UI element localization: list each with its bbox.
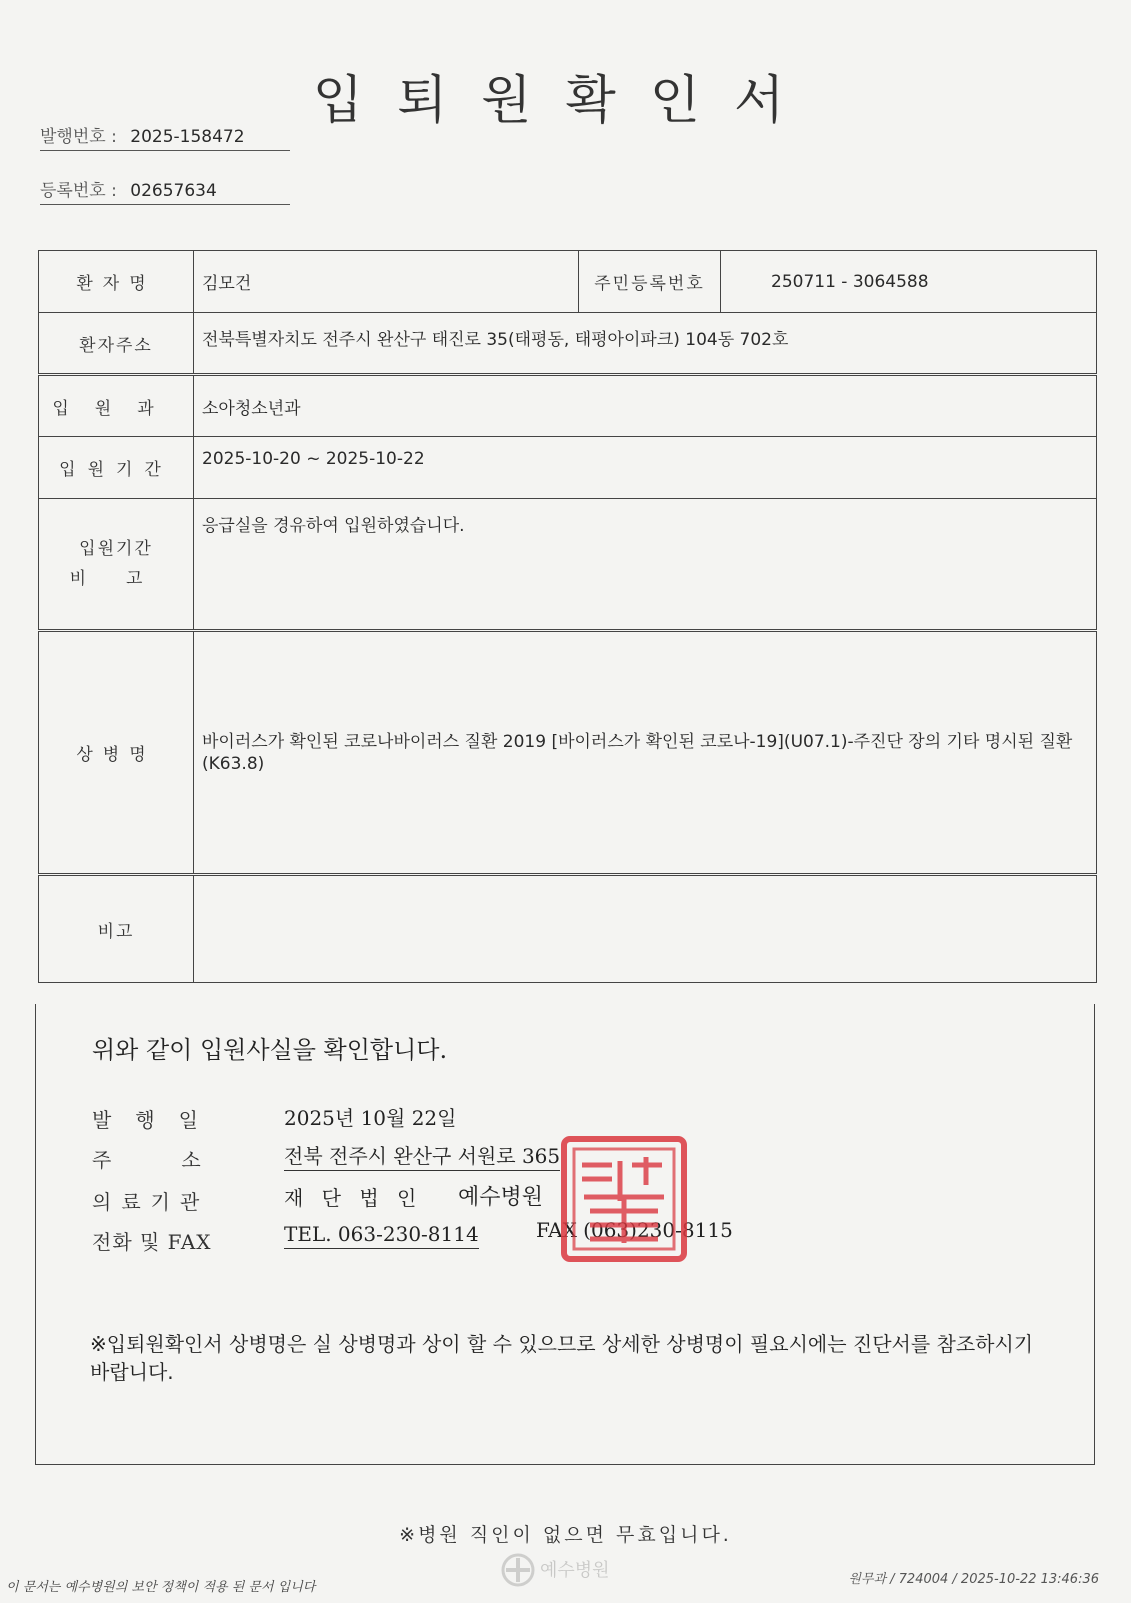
issue-date-value: 2025년 10월 22일 [284,1106,457,1130]
diagnosis-value: 바이러스가 확인된 코로나바이러스 질환 2019 [바이러스가 확인된 코로나-19](U07.1)-주진단 장의 기타 명시된 질환(K63.8) [194,631,1097,875]
department-value: 소아청소년과 [194,375,1097,437]
department-label: 입원과 [39,375,194,437]
patient-address-label: 환자주소 [39,313,194,375]
patient-name-label: 환자명 [39,251,194,313]
patient-address-value: 전북특별자치도 전주시 완산구 태진로 35(태평동, 태평아이파크) 104동 702호 [194,313,1097,375]
seal-required-notice: ※병원 직인이 없으면 무효입니다. [399,1524,732,1546]
period-remark-label [39,499,194,631]
note-label: 비고 [39,875,194,983]
period-remark-label-line2: 비고 [69,569,183,589]
note-value [194,875,1097,983]
admission-period-label: 입원기간 [39,437,194,499]
diagnosis-notice: ※입퇴원확인서 상병명은 실 상병명과 상이 할 수 있으므로 상세한 상병명이 필요시에는 진단서를 참조하시기 바랍니다. [90,1332,1034,1384]
watermark-text: 예수병원 [540,1560,610,1581]
cross-logo-icon [500,1552,536,1588]
tel-value: TEL. 063-230-8114 [284,1222,479,1249]
patient-name-value: 김모건 [194,251,579,313]
institution-type: 재 단 법 인 [284,1186,423,1210]
diagnosis-label: 상병명 [39,631,194,875]
registration-number-value: 02657634 [130,181,217,201]
issue-number-label: 발행번호 [40,127,106,147]
hospital-logo-watermark [500,1548,630,1592]
hospital-address-label: 주소 [92,1148,271,1172]
phone-fax-label: 전화 및 FAX [92,1230,212,1254]
institution-name: 예수병원 [458,1185,544,1210]
period-remark-label-line1: 입원기간 [79,539,153,559]
fax-value: FAX (063)230-8115 [536,1218,733,1242]
issue-date-label: 발행일 [92,1108,222,1132]
hospital-seal-stamp [560,1135,688,1263]
document-title: 입퇴원확인서 [312,71,819,131]
confirmation-text: 위와 같이 입원사실을 확인합니다. [92,1036,448,1064]
institution-label: 의료기관 [92,1190,210,1214]
print-info: 원무과 / 724004 / 2025-10-22 13:46:36 [848,1572,1099,1587]
registration-number-line: 등록번호 : 02657634 [40,176,290,205]
admission-period-value: 2025-10-20 ~ 2025-10-22 [194,437,1097,499]
security-policy-note: 이 문서는 예수병원의 보안 정책이 적용 된 문서 입니다 [6,1580,316,1595]
patient-info-table [38,250,1097,983]
registration-number-label: 등록번호 [40,181,106,201]
period-remark-value: 응급실을 경유하여 입원하였습니다. [194,499,1097,631]
issue-number-line: 발행번호 : 2025-158472 [40,122,290,151]
hospital-address-value: 전북 전주시 완산구 서원로 365 [284,1144,560,1171]
resident-number-value: 250711 - 3064588 [721,251,1097,313]
issue-number-value: 2025-158472 [130,127,245,147]
resident-number-label: 주민등록번호 [579,251,721,313]
